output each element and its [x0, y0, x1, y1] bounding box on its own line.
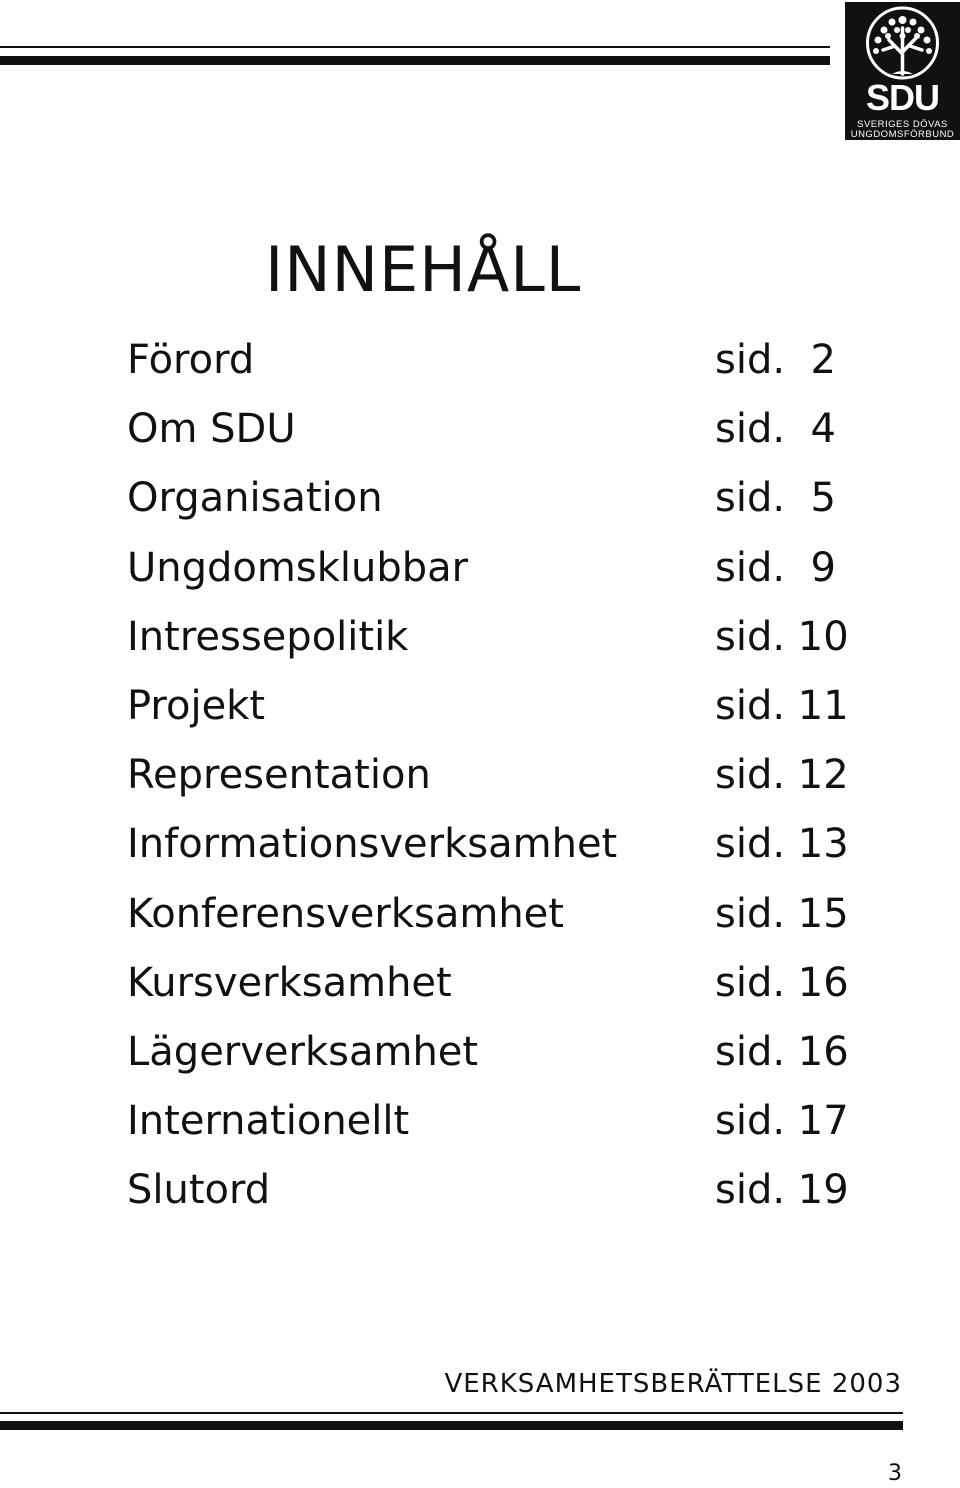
- toc-item-title: Om SDU: [127, 406, 296, 453]
- toc-item-title: Förord: [127, 337, 255, 383]
- toc-item-title: Internationellt: [127, 1098, 410, 1145]
- toc-item-title: Slutord: [127, 1167, 271, 1214]
- toc-item-title: Lägerverksamhet: [127, 1028, 479, 1075]
- toc-item-title: Informationsverksamhet: [127, 821, 618, 868]
- toc-item-page: sid. 5: [715, 475, 836, 522]
- toc-item: [127, 880, 887, 949]
- toc-item-page: sid. 16: [715, 1028, 849, 1075]
- header-rule-thin: [0, 46, 830, 48]
- toc-item: [127, 395, 887, 464]
- toc-item: [127, 1087, 887, 1156]
- toc-item: [127, 1018, 887, 1087]
- footer-rule-thick: [0, 1421, 903, 1430]
- logo-abbreviation: SDU: [865, 77, 939, 118]
- toc-item: [127, 534, 887, 603]
- table-of-contents: [127, 326, 887, 1225]
- toc-item-title: Organisation: [127, 475, 383, 522]
- toc-item-page: sid. 9: [715, 544, 836, 591]
- toc-item-page: sid. 15: [715, 890, 849, 937]
- toc-item-title: Intressepolitik: [127, 613, 409, 660]
- page-number: 3: [888, 1461, 902, 1486]
- toc-item-page: sid. 19: [715, 1167, 849, 1214]
- toc-item-page: sid. 12: [715, 752, 849, 799]
- toc-item: [127, 810, 887, 879]
- toc-item-title: Representation: [127, 752, 431, 799]
- logo-org-name-line2: UNGDOMSFÖRBUND: [850, 129, 955, 140]
- toc-item-page: sid. 2: [715, 337, 836, 383]
- toc-item-page: sid. 4: [715, 406, 836, 453]
- toc-item: [127, 672, 887, 741]
- toc-item-page: sid. 16: [715, 959, 849, 1006]
- sdu-logo: [845, 2, 960, 140]
- toc-item: [127, 326, 887, 395]
- toc-item-page: sid. 10: [715, 613, 849, 660]
- toc-item: [127, 741, 887, 810]
- toc-item-page: sid. 17: [715, 1098, 849, 1145]
- toc-item-title: Kursverksamhet: [127, 959, 452, 1006]
- page-title: INNEHÅLL: [265, 232, 582, 306]
- toc-item-title: Konferensverksamhet: [127, 890, 564, 937]
- toc-item-page: sid. 13: [715, 821, 849, 868]
- toc-item-page: sid. 11: [715, 682, 849, 729]
- toc-item-title: Ungdomsklubbar: [127, 544, 469, 591]
- toc-item: [127, 1156, 887, 1225]
- toc-item: [127, 949, 887, 1018]
- header-rule-thick: [0, 56, 830, 65]
- toc-item: [127, 464, 887, 533]
- toc-item: [127, 603, 887, 672]
- footer-rule-thin: [0, 1412, 903, 1414]
- footer-document-title: VERKSAMHETSBERÄTTELSE 2003: [444, 1369, 902, 1399]
- toc-item-title: Projekt: [127, 682, 266, 729]
- logo-org-name-line1: SVERIGES DÖVAS: [857, 119, 948, 130]
- tree-icon: [859, 6, 946, 80]
